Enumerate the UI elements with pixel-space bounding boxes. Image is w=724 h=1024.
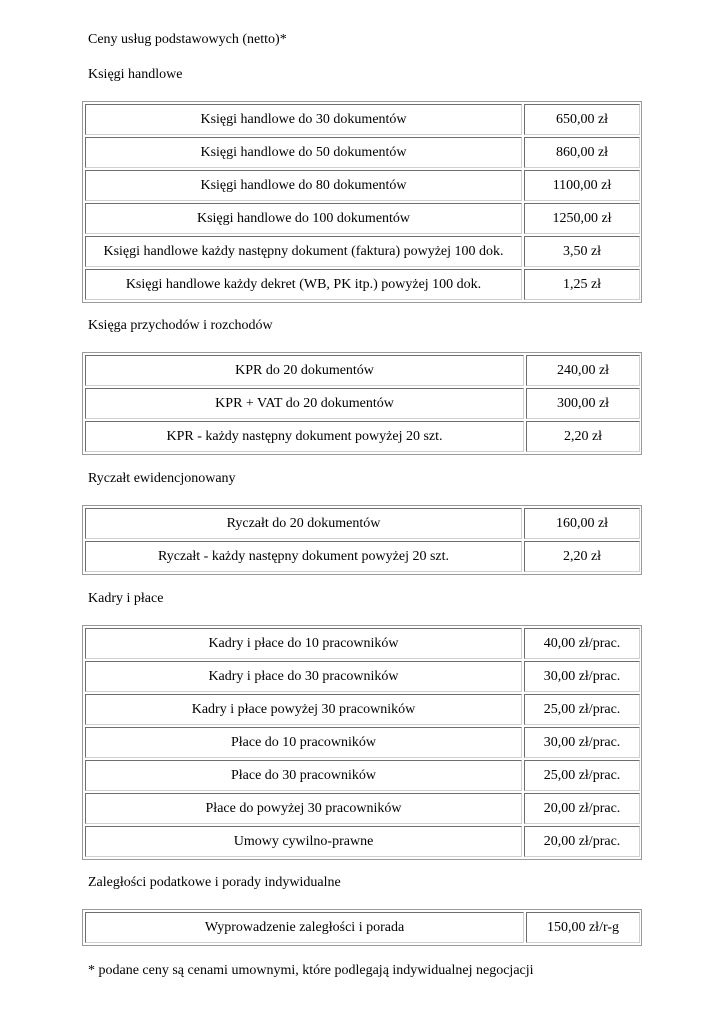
table-row: [85, 388, 641, 421]
price-cell: 1100,00 zł: [524, 170, 640, 201]
price-cell: 860,00 zł: [524, 137, 640, 168]
table-row: [85, 137, 641, 170]
table-row: [85, 760, 641, 793]
table-row: [85, 269, 641, 302]
price-cell: 2,20 zł: [526, 421, 640, 452]
page-title: Ceny usług podstawowych (netto)*: [88, 32, 287, 47]
service-cell: KPR do 20 dokumentów: [85, 355, 524, 386]
table-row: [85, 104, 641, 137]
table-row: [85, 203, 641, 236]
price-table: [82, 625, 642, 860]
price-cell: 25,00 zł/prac.: [524, 760, 640, 791]
service-cell: Umowy cywilno-prawne: [85, 826, 522, 857]
service-cell: Księgi handlowe każdy następny dokument (faktura) powyżej 100 dok.: [85, 236, 522, 267]
service-cell: Płace do 30 pracowników: [85, 760, 522, 791]
table-row: [85, 727, 641, 760]
section-heading: Księga przychodów i rozchodów: [88, 318, 273, 333]
section-heading: Kadry i płace: [88, 591, 164, 606]
table-row: [85, 421, 641, 454]
service-cell: KPR - każdy następny dokument powyżej 20 szt.: [85, 421, 524, 452]
price-cell: 1,25 zł: [524, 269, 640, 300]
table-row: [85, 170, 641, 203]
price-cell: 650,00 zł: [524, 104, 640, 135]
price-cell: 240,00 zł: [526, 355, 640, 386]
service-cell: KPR + VAT do 20 dokumentów: [85, 388, 524, 419]
price-cell: 30,00 zł/prac.: [524, 727, 640, 758]
price-cell: 1250,00 zł: [524, 203, 640, 234]
footnote: * podane ceny są cenami umownymi, które podlegają indywidualnej negocjacji: [88, 963, 534, 978]
table-row: [85, 541, 641, 574]
table-row: [85, 793, 641, 826]
service-cell: Kadry i płace do 10 pracowników: [85, 628, 522, 659]
price-table: [82, 505, 642, 575]
service-cell: Płace do 10 pracowników: [85, 727, 522, 758]
table-row: [85, 661, 641, 694]
service-cell: Ryczałt do 20 dokumentów: [85, 508, 522, 539]
service-cell: Księgi handlowe do 80 dokumentów: [85, 170, 522, 201]
price-cell: 25,00 zł/prac.: [524, 694, 640, 725]
table-row: [85, 355, 641, 388]
price-cell: 20,00 zł/prac.: [524, 793, 640, 824]
service-cell: Księgi handlowe do 30 dokumentów: [85, 104, 522, 135]
service-cell: Księgi handlowe każdy dekret (WB, PK itp.) powyżej 100 dok.: [85, 269, 522, 300]
service-cell: Księgi handlowe do 100 dokumentów: [85, 203, 522, 234]
service-cell: Ryczałt - każdy następny dokument powyżej 20 szt.: [85, 541, 522, 572]
table-row: [85, 912, 641, 945]
service-cell: Księgi handlowe do 50 dokumentów: [85, 137, 522, 168]
section-heading: Księgi handlowe: [88, 67, 183, 82]
table-row: [85, 694, 641, 727]
service-cell: Kadry i płace powyżej 30 pracowników: [85, 694, 522, 725]
price-table: [82, 101, 642, 303]
table-row: [85, 508, 641, 541]
price-cell: 300,00 zł: [526, 388, 640, 419]
price-cell: 40,00 zł/prac.: [524, 628, 640, 659]
price-cell: 2,20 zł: [524, 541, 640, 572]
price-cell: 30,00 zł/prac.: [524, 661, 640, 692]
section-heading: Ryczałt ewidencjonowany: [88, 471, 236, 486]
service-cell: Kadry i płace do 30 pracowników: [85, 661, 522, 692]
price-cell: 3,50 zł: [524, 236, 640, 267]
price-table: [82, 352, 642, 455]
table-row: [85, 826, 641, 859]
price-cell: 20,00 zł/prac.: [524, 826, 640, 857]
price-cell: 150,00 zł/r-g: [526, 912, 640, 943]
service-cell: Płace do powyżej 30 pracowników: [85, 793, 522, 824]
price-table: [82, 909, 642, 946]
section-heading: Zaległości podatkowe i porady indywidualne: [88, 875, 341, 890]
service-cell: Wyprowadzenie zaległości i porada: [85, 912, 524, 943]
table-row: [85, 628, 641, 661]
table-row: [85, 236, 641, 269]
price-cell: 160,00 zł: [524, 508, 640, 539]
